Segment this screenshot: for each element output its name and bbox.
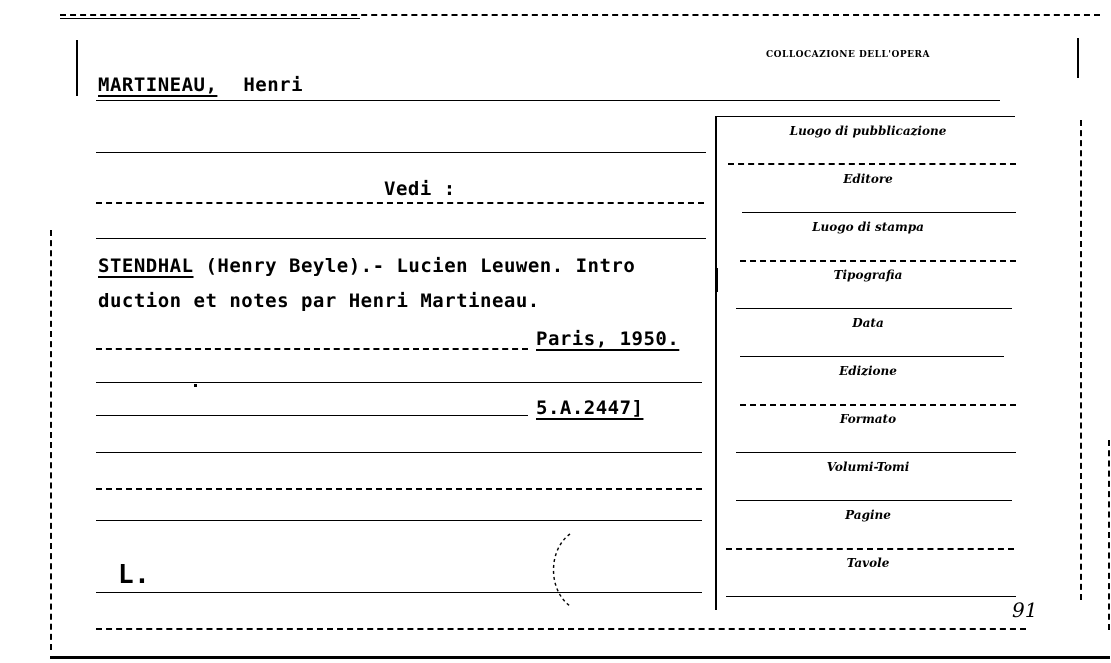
field-luogo-stampa: Luogo di stampa	[812, 220, 924, 234]
entry-author: STENDHAL	[98, 255, 194, 277]
collocation-box-left-border	[715, 116, 717, 610]
bottom-edge	[50, 656, 1110, 659]
heading-forename: Henri	[243, 74, 304, 96]
card-rule	[96, 520, 702, 521]
top-edge	[60, 14, 1100, 16]
field-rule	[726, 548, 1014, 550]
field-volumi-tomi: Volumi-Tomi	[826, 460, 910, 474]
field-rule	[736, 500, 1012, 501]
left-edge	[50, 230, 52, 650]
field-rule	[736, 452, 1016, 453]
card-rule	[96, 238, 706, 239]
card-rule	[96, 592, 702, 593]
initial-mark: L.	[118, 560, 151, 590]
field-rule	[740, 404, 1016, 406]
entry-shelfmark: 5.A.2447]	[536, 397, 644, 419]
card-rule-tick	[716, 268, 718, 292]
collocation-heading: COLLOCAZIONE DELL'OPERA	[766, 50, 930, 60]
card-rule	[96, 488, 702, 490]
heading-line	[98, 74, 303, 96]
punch-hole-mark	[540, 530, 580, 610]
field-rule	[728, 163, 1016, 165]
card-rule	[96, 152, 706, 153]
left-margin-rule	[76, 40, 78, 96]
entry-line-1-rest: (Henry Beyle).- Lucien Leuwen. Intro	[205, 255, 636, 277]
field-tipografia: Tipografia	[833, 268, 903, 282]
card-rule	[96, 452, 702, 453]
field-rule	[742, 212, 1016, 213]
field-data: Data	[852, 316, 884, 330]
field-luogo-pubblicazione: Luogo di pubblicazione	[789, 124, 947, 138]
right-edge-dashed	[1080, 120, 1082, 600]
entry-imprint: Paris, 1950.	[536, 328, 680, 350]
field-pagine: Pagine	[845, 508, 891, 522]
entry-line-2: duction et notes par Henri Martineau.	[98, 290, 540, 312]
field-formato: Formato	[839, 412, 897, 426]
collocation-box-top-border	[715, 116, 1015, 117]
card-rule	[96, 382, 702, 383]
card-rule	[96, 415, 528, 416]
dot-mark	[194, 384, 197, 387]
corner-number: 91	[1012, 598, 1038, 622]
card-rule	[96, 100, 1000, 101]
field-edizione: Edizione	[839, 364, 897, 378]
field-rule	[740, 260, 1016, 262]
card-rule	[96, 202, 704, 204]
card-rule	[96, 628, 1026, 630]
top-edge-solid	[60, 18, 360, 19]
field-tavole: Tavole	[846, 556, 890, 570]
heading-surname: MARTINEAU,	[98, 74, 218, 96]
right-edge	[1077, 38, 1079, 78]
field-rule	[740, 356, 1004, 357]
field-rule	[736, 308, 1012, 309]
far-right-edge	[1108, 440, 1110, 630]
field-editore: Editore	[843, 172, 893, 186]
see-label: Vedi :	[384, 178, 456, 200]
card-rule	[96, 348, 528, 350]
field-rule	[726, 596, 1016, 597]
entry-line-1	[98, 255, 635, 277]
